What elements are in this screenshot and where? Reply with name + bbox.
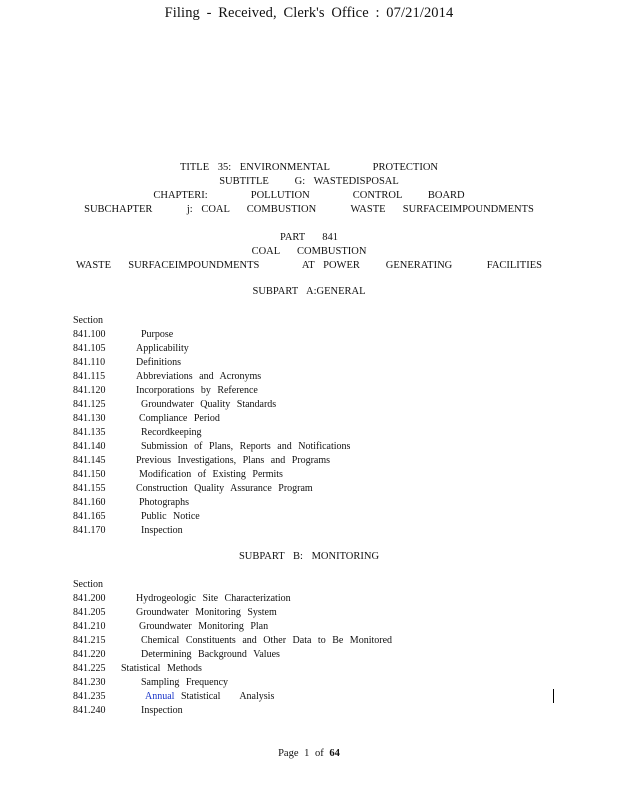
section-name: Chemical Constituents and Other Data to Be Monitored bbox=[141, 635, 393, 646]
toc-row[interactable] bbox=[73, 398, 277, 412]
section-number: 841.215 bbox=[73, 635, 106, 646]
section-number: 841.165 bbox=[73, 511, 106, 522]
subtitle-heading: SUBTITLE G: WASTEDISPOSAL bbox=[219, 176, 399, 187]
subpart-b-toc bbox=[73, 578, 393, 718]
toc-row[interactable] bbox=[73, 524, 183, 538]
section-number: 841.105 bbox=[73, 343, 106, 354]
chapter-heading: CHAPTERI: POLLUTION CONTROL BOARD bbox=[153, 190, 465, 201]
section-label: Section bbox=[73, 579, 103, 590]
section-name: Inspection bbox=[141, 705, 183, 716]
section-name: Inspection bbox=[141, 525, 183, 536]
section-name: Modification of Existing Permits bbox=[139, 469, 283, 480]
section-name: Incorporations by Reference bbox=[136, 385, 258, 396]
toc-row[interactable] bbox=[73, 648, 280, 662]
toc-row[interactable] bbox=[73, 440, 351, 454]
section-name: Photographs bbox=[139, 497, 189, 508]
section-number: 841.200 bbox=[73, 593, 106, 604]
toc-row[interactable] bbox=[73, 662, 202, 676]
toc-row[interactable] bbox=[73, 426, 202, 440]
section-number: 841.230 bbox=[73, 677, 106, 688]
toc-row[interactable] bbox=[73, 676, 229, 690]
toc-row[interactable] bbox=[73, 704, 183, 718]
section-name: Groundwater Monitoring Plan bbox=[139, 621, 269, 632]
toc-row[interactable] bbox=[73, 620, 269, 634]
section-name: Groundwater Quality Standards bbox=[141, 399, 277, 410]
of-label: of bbox=[315, 748, 324, 759]
toc-row[interactable] bbox=[73, 342, 189, 356]
section-name: Construction Quality Assurance Program bbox=[136, 483, 313, 494]
section-name: Determining Background Values bbox=[141, 649, 280, 660]
subpart-a-heading: SUBPART A:GENERAL bbox=[252, 286, 366, 297]
section-number: 841.155 bbox=[73, 483, 106, 494]
toc-row[interactable] bbox=[73, 356, 181, 370]
section-number: 841.140 bbox=[73, 441, 106, 452]
part-heading: PART 841 bbox=[279, 232, 339, 243]
section-name: Definitions bbox=[136, 357, 181, 368]
page-label: Page bbox=[278, 748, 299, 759]
section-name: Abbreviations and Acronyms bbox=[136, 371, 262, 382]
section-number: 841.170 bbox=[73, 525, 106, 536]
section-number: 841.115 bbox=[73, 371, 106, 382]
section-name: Hydrogeologic Site Characterization bbox=[136, 593, 291, 604]
text-cursor bbox=[553, 689, 554, 703]
section-name: Compliance Period bbox=[139, 413, 220, 424]
section-name: Purpose bbox=[141, 329, 174, 340]
section-name: Previous Investigations, Plans and Programs bbox=[136, 455, 331, 466]
toc-row[interactable] bbox=[73, 496, 189, 510]
section-number: 841.110 bbox=[73, 357, 106, 368]
section-number: 841.130 bbox=[73, 413, 106, 424]
section-number: 841.100 bbox=[73, 329, 106, 340]
section-name: Recordkeeping bbox=[141, 427, 202, 438]
part-title-line1: COAL COMBUSTION bbox=[251, 246, 367, 257]
toc-row[interactable] bbox=[73, 454, 331, 468]
section-name: Public Notice bbox=[141, 511, 200, 522]
section-name: Sampling Frequency bbox=[141, 677, 229, 688]
toc-row[interactable] bbox=[73, 370, 262, 384]
subpart-a-toc bbox=[73, 314, 351, 538]
section-name: Applicability bbox=[136, 343, 189, 354]
page-total: 64 bbox=[329, 748, 340, 759]
section-name-rest: Statistical Analysis bbox=[174, 691, 275, 702]
toc-row[interactable] bbox=[73, 592, 291, 606]
toc-row[interactable] bbox=[73, 412, 220, 426]
section-number: 841.240 bbox=[73, 705, 106, 716]
annual-link[interactable]: Annual bbox=[145, 691, 175, 702]
subpart-b-heading: SUBPART B: MONITORING bbox=[238, 551, 380, 562]
section-number: 841.150 bbox=[73, 469, 106, 480]
part-title-line2: WASTE SURFACEIMPOUNDMENTS AT POWER GENERATING FACILITIES bbox=[76, 260, 542, 271]
toc-row[interactable] bbox=[73, 634, 393, 648]
section-number: 841.225 bbox=[73, 663, 106, 674]
section-number: 841.145 bbox=[73, 455, 106, 466]
section-number: 841.205 bbox=[73, 607, 106, 618]
toc-row[interactable] bbox=[73, 606, 277, 620]
section-number: 841.135 bbox=[73, 427, 106, 438]
page-number: 1 bbox=[304, 748, 310, 759]
toc-row[interactable] bbox=[73, 468, 283, 482]
section-number: 841.210 bbox=[73, 621, 106, 632]
section-name bbox=[145, 690, 274, 704]
section-name: Groundwater Monitoring System bbox=[136, 607, 277, 618]
title-heading: TITLE 35: ENVIRONMENTAL PROTECTION bbox=[179, 162, 439, 173]
section-number: 841.220 bbox=[73, 649, 106, 660]
toc-row[interactable] bbox=[73, 510, 200, 524]
subchapter-heading: SUBCHAPTER j: COAL COMBUSTION WASTE SURFACEIMPOUNDMENTS bbox=[84, 204, 534, 215]
page-footer bbox=[0, 748, 618, 759]
toc-row[interactable] bbox=[73, 690, 275, 704]
section-number: 841.160 bbox=[73, 497, 106, 508]
section-label: Section bbox=[73, 315, 103, 326]
filing-header: Filing - Received, Clerk's Office : 07/21/2014 bbox=[164, 5, 454, 21]
section-number: 841.120 bbox=[73, 385, 106, 396]
toc-row[interactable] bbox=[73, 328, 174, 342]
toc-row[interactable] bbox=[73, 384, 258, 398]
section-number: 841.235 bbox=[73, 691, 106, 702]
section-number: 841.125 bbox=[73, 399, 106, 410]
toc-row[interactable] bbox=[73, 482, 313, 496]
section-name: Statistical Methods bbox=[121, 663, 202, 674]
section-name: Submission of Plans, Reports and Notifications bbox=[141, 441, 351, 452]
